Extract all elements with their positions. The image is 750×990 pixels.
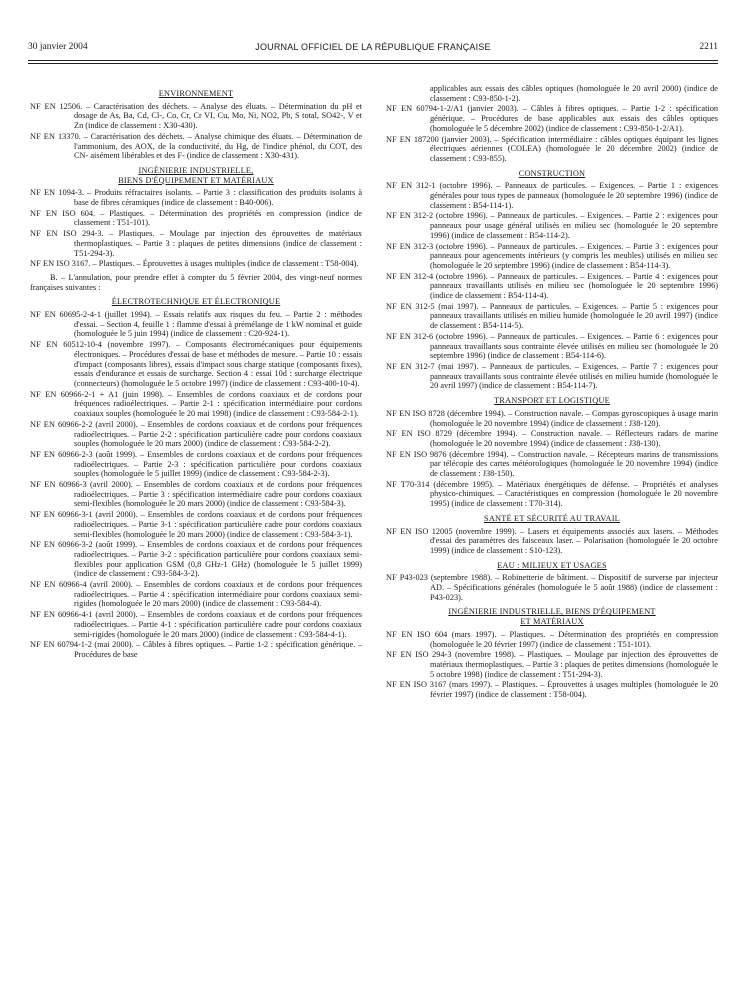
standard-text: 60966-3 (avril 2000). – Ensembles de cordons coaxiaux et de cordons pour fréquences radioélectriques. – Partie 3 : spécification intermédiaire cadre pour cordons coaxiaux semi-flexibles (homologuée le 20 mars 2000) (indice de classement : C93-584-3). [58,480,362,509]
standard-text: 60794-1-2 (mai 2000). – Câbles à fibres optiques. – Partie 1-2 : spécification générique. – Procédures de base [57,640,362,659]
section-heading-line: TRANSPORT ET LOGISTIQUE [494,396,610,406]
section-heading [30,89,362,99]
standard-text: P43-023 (septembre 1988). – Robinetterie de bâtiment. – Dispositif de surverse par injecteur AD. – Spécifications générales (homologuée le 5 août 1988) (indice de classement : P43-023). [399,573,718,602]
standard-prefix: NF EN [30,419,56,429]
standard-prefix: NF EN [30,640,55,650]
standard-entry [386,302,718,331]
standard-entry [30,420,362,449]
standard-prefix: NF EN [30,580,56,590]
standard-text: ISO 3167. – Plastiques. – Éprouvettes à usages multiples (indice de classement : T58-004). [56,259,359,269]
standard-entry [386,527,718,556]
standard-prefix: NF EN [30,610,56,620]
standard-text: 312-4 (octobre 1996). – Panneaux de particules. – Exigences. – Partie 4 : exigences pour panneaux travaillants utilisés en milieu sec (homologuée le 20 septembre 1996) (indice de classement : B54-114-4). [413,271,718,301]
standard-entry [386,362,718,391]
standard-text: ISO 8728 (décembre 1994). – Construction navale. – Compas gyroscopiques à usage marin (homologuée le 20 novembre 1994) (indice de classement : J38-120). [412,408,718,428]
standard-entry [30,540,362,579]
standard-prefix: NF EN [386,134,411,144]
standard-prefix: NF EN [30,259,55,269]
standard-entry [386,211,718,240]
standard-prefix: NF EN [386,429,413,439]
standard-text: ISO 294-3 (novembre 1998). – Plastiques. – Moulage par injection des éprouvettes de matériaux thermoplastiques. – Partie 3 : plaques de petites dimensions (homologuée le 5 octobre 1998) (indice de classement : T51-294-3). [415,650,718,679]
standard-text: T70-314 (décembre 1995). – Matériaux énergétiques de défense. – Propriétés et analyses physico-chimiques. – Caractéristiques en compression (homologuée le 20 novembre 1995) (indice de classement : T70-314). [400,479,718,509]
standard-entry [30,102,362,131]
standard-prefix: NF EN [30,101,56,111]
standard-text: 312-1 (octobre 1996). – Panneaux de particules. – Exigences. – Partie 1 : exigences générales pour tous types de panneaux (homologuée le 20 septembre 1996) (indice de classement : B54-114-1). [416,181,718,210]
standard-entry [386,181,718,210]
standard-entry [30,610,362,639]
standard-entry [30,340,362,389]
standard-entry [386,135,718,164]
section-heading-line: INGÉNIERIE INDUSTRIELLE, BIENS D'ÉQUIPEMENT [448,607,656,617]
section-heading-line: ET MATÉRIAUX [520,617,584,627]
entry-continuation: applicables aux essais des câbles optiques (homologuée le 20 avril 2000) (indice de classement : C93-850-1-2). [430,84,718,103]
standard-text: 12506. – Caractérisation des déchets. – Analyse des éluats. – Détermination du pH et dosage de As, Ba, Cd, Cl-, Co, Cr, Cr VI, Cu, Mo, Ni, NO2, Pb, S total, SO42-, V et Zn (indice de classement : X30-430). [59,101,362,131]
right-column [386,84,718,701]
section-heading [30,166,362,185]
standard-entry [386,332,718,361]
standard-entry [386,409,718,428]
standard-entry [386,650,718,679]
standard-text: ISO 3167 (mars 1997). – Plastiques. – Éprouvettes à usages multiples (homologuée le 20 février 1997) (indice de classement : T58-004). [413,680,718,700]
standard-text: 13370. – Caractérisation des déchets. – Analyse chimique des éluats. – Détermination de l'ammonium, des AOX, de la conductivité, du Hg, de l'indice phénol, du COT, des CN- aisément libérables et des F- (indice de classement : X30-431). [57,131,362,161]
header-rule-top [28,60,718,61]
standard-text: 312-2 (octobre 1996). – Panneaux de particules. – Exigences. – Partie 2 : exigences pour panneaux pour usage général utilisés en milieu sec (homologuée le 20 septembre 1996) (indice de classement : B54-114-2). [413,211,718,240]
standard-prefix: NF EN [30,229,58,239]
standard-text: ISO 8729 (décembre 1994). – Construction navale. – Réflecteurs radars de marine (homologuée le 20 novembre 1994) (indice de classement : J38-130). [417,429,719,448]
header-rule-bottom [28,63,718,64]
left-column [30,84,362,661]
standard-prefix: NF EN [386,211,411,221]
standard-entry [30,480,362,509]
header-date: 30 janvier 2004 [28,42,88,52]
standard-prefix: NF [386,573,397,583]
standard-entry [30,390,362,419]
standard-prefix: NF EN [386,301,412,311]
standard-prefix: NF EN [30,510,56,520]
standard-prefix: NF EN [386,241,411,251]
standard-text: 60966-2-3 (août 1999). – Ensembles de cordons coaxiaux et de cordons pour fréquences radioélectriques. – Partie 2-3 : spécification particulière pour cordons coaxiaux souples (homologuée le 5 juillet 1999) (indice de classement : C93-584-2-3). [58,449,362,479]
standard-text: ISO 604. – Plastiques. – Détermination des propriétés en compression (indice de classement : T51-101). [62,208,362,228]
section-heading [30,297,362,307]
standard-entry [30,310,362,339]
section-heading-line: ÉLECTROTECHNIQUE ET ÉLECTRONIQUE [111,297,281,307]
header-page-number: 2211 [699,42,718,52]
standard-entry [30,450,362,479]
standard-entry [30,640,362,659]
standard-text: 60512-10-4 (novembre 1997). – Composants électromécaniques pour équipements électroniques. – Procédures d'essai de base et méthodes de mesure. – Partie 10 : essais d'impact (composants libres), essais d'impact sous charge statique (composants fixes), essais d'endurance et essais de surcharge. Section 4 : essai 10d : surcharge électrique (connecteurs) (homologuée le 5 octobre 1997) (indice de classement : C93-400-10-4). [63,340,362,388]
standard-entry [30,510,362,539]
standard-prefix: NF EN [386,650,412,660]
standard-text: 60966-4-1 (avril 2000). – Ensembles de cordons coaxiaux et de cordons pour fréquences radioélectriques. – Partie 4-1 : spécification particulière cadre pour cordons coaxiaux semi-rigides (homologuée le 20 mars 2000) (indice de classement : C93-584-4-1). [57,610,362,639]
standard-entry [30,580,362,609]
standard-text: ISO 9876 (décembre 1994). – Construction navale. – Récepteurs marins de transmissions par télécopie des cartes météorologiques (homologuée le 20 novembre 1994) (indice de classement : J38-150). [413,449,718,479]
standard-entry [386,630,718,649]
standard-text: 312-7 (mai 1997). – Panneaux de particules. – Exigences. – Partie 7 : exigences pour panneaux travaillants sous contrainte élevée utilisés en milieu humide (homologuée le 20 avril 1997) (indice de classement : B54-114-7). [415,361,718,391]
standard-prefix: NF EN [30,208,58,218]
header-journal-title: JOURNAL OFFICIEL DE LA RÉPUBLIQUE FRANÇAISE [255,42,491,52]
standard-entry [30,229,362,258]
standard-text: 60966-2-1 + A1 (juin 1998). – Ensembles de cordons coaxiaux et de cordons pour fréquences radioélectriques. – Partie 2-1 : spécification intermédiaire pour cordons coaxiaux souples (homologuée le 20 mai 1998) (indice de classement : C93-584-2-1). [60,389,362,419]
standard-text: 312-6 (octobre 1996). – Panneaux de particules. – Exigences. – Partie 6 : exigences pour panneaux travaillants sous contrainte élevée utilisés en milieu sec (homologuée le 20 septembre 1996) (indice de classement : B54-114-6). [413,331,718,361]
standard-text: 60966-2-2 (avril 2000). – Ensembles de cordons coaxiaux et de cordons pour fréquences radioélectriques. – Partie 2-2 : spécification particulière cadre pour cordons coaxiaux souples (homologuée le 20 mars 2000) (indice de classement : C93-584-2-2). [57,419,362,449]
standard-prefix: NF EN [30,540,56,550]
standard-text: ISO 604 (mars 1997). – Plastiques. – Détermination des propriétés en compression (homologuée le 20 février 1997) (indice de classement : T51-101). [417,629,718,649]
standard-entry [386,104,718,133]
section-heading-line: CONSTRUCTION [518,168,586,178]
standard-text: ISO 12005 (novembre 1999). – Lasers et équipements associés aux lasers. – Méthodes d'essai des paramètres des faisceaux laser. – Polarisation (homologuée le 20 octobre 1999) (indice de classement : S10-123). [414,526,718,555]
section-heading-line: INGÉNIERIE INDUSTRIELLE, [138,165,254,175]
standard-entry [386,573,718,602]
standard-prefix: NF EN [30,480,56,490]
standard-text: 60966-3-2 (août 1999). – Ensembles de cordons coaxiaux et de cordons pour fréquences radioélectriques. – Partie 3-2 : spécification particulière pour cordons coaxiaux semi-flexibles pour application GSM (0,8 GHz-1 GHz) (homologuée le 5 juillet 1999) (indice de classement : C93-584-3-2). [58,540,362,579]
standard-text: ISO 294-3. – Plastiques. – Moulage par injection des éprouvettes de matériaux thermoplastiques. – Partie 3 : plaques de petites dimensions (indice de classement : T51-294-3). [63,229,362,258]
section-heading-line: ENVIRONNEMENT [158,89,234,98]
standard-prefix: NF EN [386,361,412,371]
standard-prefix: NF EN [30,449,56,459]
standard-entry [30,209,362,228]
standard-text: 60966-3-1 (avril 2000). – Ensembles de cordons coaxiaux et de cordons pour fréquences radioélectriques. – Partie 3-1 : spécification particulière cadre pour cordons coaxiaux semi-flexibles (homologuée le 20 mars 2000) (indice de classement : C93-584-3-1). [57,510,362,539]
standard-entry [386,429,718,448]
section-heading-line: EAU : MILIEUX ET USAGES [497,560,607,570]
standard-prefix: NF EN [30,188,56,198]
standard-prefix: NF EN [386,104,413,114]
section-heading-line: BIENS D'ÉQUIPEMENT ET MATÉRIAUX [118,175,274,185]
standard-entry [386,272,718,301]
standard-entry [386,480,718,509]
standard-entry [386,450,718,479]
standard-entry [30,188,362,207]
standard-prefix: NF EN [30,340,58,350]
standard-text: 60966-4 (avril 2000). – Ensembles de cordons coaxiaux et de cordons pour fréquences radioélectriques. – Partie 4 : spécification intermédiaire pour cordons coaxiaux semi-rigides (homologuée le 20 mars 2000) (indice de classement : C93-584-4). [58,580,362,609]
standard-prefix: NF EN [386,331,411,341]
standard-entry [386,680,718,699]
standard-entry [30,132,362,161]
section-heading [386,169,718,179]
standard-prefix: NF EN [30,389,57,399]
section-heading [386,607,718,626]
standard-entry [386,242,718,271]
standard-prefix: NF EN [30,310,56,320]
standard-prefix: NF EN [386,680,411,690]
standard-prefix: NF EN [386,629,413,639]
section-heading [386,514,718,524]
section-heading-line: SANTÉ ET SÉCURITÉ AU TRAVAIL [484,513,620,523]
standard-text: 312-3 (octobre 1996). – Panneaux de particules. – Exigences. – Partie 3 : exigences pour panneaux pour agencements intérieurs (y compris les meubles) utilisés en milieu sec (homologuée le 20 septembre 1996) (indice de classement : B54-114-3). [413,241,718,270]
standard-entry [30,259,362,269]
standard-prefix: NF EN [386,181,413,191]
standard-prefix: NF EN [386,408,411,418]
standard-text: 1094-3. – Produits réfractaires isolants. – Partie 3 : classification des produits isolants à base de fibres céramiques (indice de classement : B40-006). [58,188,362,208]
standard-text: 312-5 (mai 1997). – Panneaux de particules. – Exigences. – Partie 5 : exigences pour panneaux travaillants utilisés en milieu humide (homologuée le 20 avril 1997) (indice de classement : B54-114-5). [415,301,718,331]
standard-prefix: NF EN [30,131,56,141]
paragraph: B. – L'annulation, pour prendre effet à compter du 5 février 2004, des vingt-neuf normes françaises suivantes : [30,272,362,292]
standard-text: 60695-2-4-1 (juillet 1994). – Essais relatifs aux risques du feu. – Partie 2 : méthodes d'essai. – Section 4, feuille 1 : flamme d'essai à prémélange de 1 kW nominal et guide (homologuée le 5 juin 1994) (indice de classement : C20-924-1). [59,310,362,339]
standard-prefix: NF EN [386,449,411,459]
section-heading [386,396,718,406]
standard-prefix: NF [386,479,397,489]
standard-prefix: NF EN [386,271,411,281]
section-heading [386,561,718,571]
page-header [28,42,718,56]
standard-text: 60794-1-2/A1 (janvier 2003). – Câbles à fibres optiques. – Partie 1-2 : spécification générique. – Procédures de base applicables aux essais des câbles optiques (homologuée le 5 décembre 2002) (indice de classement : C93-850-1-2/A1). [416,104,718,133]
standard-prefix: NF EN [386,526,412,536]
standard-text: 187200 (janvier 2003). – Spécification intermédiaire : câbles optiques équipant les lignes électriques aériennes (COLEA) (homologuée le 20 décembre 2002) (indice de classement : C93-855). [413,134,718,163]
